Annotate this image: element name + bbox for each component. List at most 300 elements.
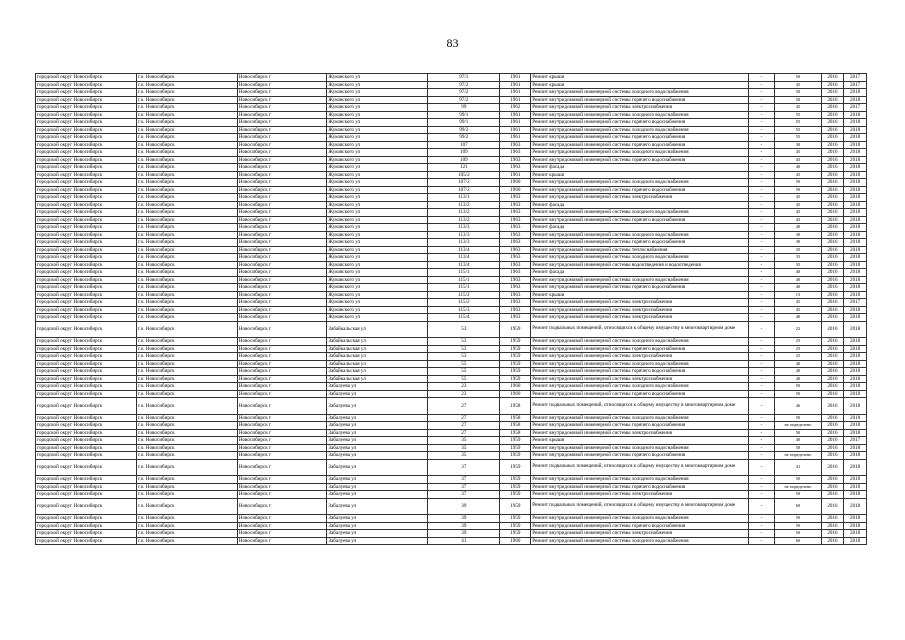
work-type-cell: Ремонт подвальных помещений, относящихся к общему имуществу в многоквартирном доме <box>531 398 748 415</box>
year-cell: 1963 <box>500 261 531 269</box>
table-row <box>36 111 867 119</box>
start-year-cell: 2016 <box>821 498 844 515</box>
start-year-cell: 2016 <box>821 422 844 430</box>
year-cell: 1963 <box>500 314 531 322</box>
municipality-cell: городской округ Новосибирск <box>36 429 137 437</box>
table-row <box>36 239 867 247</box>
dash-cell: - <box>748 422 775 430</box>
start-year-cell: 2016 <box>821 104 844 112</box>
dash-cell: - <box>748 368 775 376</box>
value-cell: 30 <box>775 239 821 247</box>
dash-cell: - <box>748 345 775 353</box>
district-cell: г.о. Новосибирск <box>136 390 237 398</box>
value-cell: 50 <box>775 186 821 194</box>
street-cell: Забайкальская ул <box>327 345 428 353</box>
house-number-cell: 55 <box>428 360 500 368</box>
value-cell: 40 <box>775 368 821 376</box>
end-year-cell: 2018 <box>844 201 867 209</box>
city-cell: Новосибирск г <box>237 149 327 157</box>
dash-cell: - <box>748 194 775 202</box>
city-cell: Новосибирск г <box>237 306 327 314</box>
district-cell: г.о. Новосибирск <box>136 179 237 187</box>
start-year-cell: 2016 <box>821 338 844 346</box>
dash-cell: - <box>748 246 775 254</box>
year-cell: 1963 <box>500 209 531 217</box>
table-row <box>36 284 867 292</box>
end-year-cell: 2018 <box>844 239 867 247</box>
street-cell: Жуковского ул <box>327 141 428 149</box>
end-year-cell: 2018 <box>844 483 867 491</box>
dash-cell: - <box>748 360 775 368</box>
city-cell: Новосибирск г <box>237 284 327 292</box>
municipality-cell: городской округ Новосибирск <box>36 422 137 430</box>
municipality-cell: городской округ Новосибирск <box>36 299 137 307</box>
district-cell: г.о. Новосибирск <box>136 515 237 523</box>
house-number-cell: 39 <box>428 530 500 538</box>
district-cell: г.о. Новосибирск <box>136 216 237 224</box>
table-row <box>36 104 867 112</box>
district-cell: г.о. Новосибирск <box>136 224 237 232</box>
value-cell: 45 <box>775 171 821 179</box>
work-type-cell: Ремонт внутридомовой инженерной системы электроснабжения <box>531 104 748 112</box>
value-cell: не определено <box>775 422 821 430</box>
district-cell: г.о. Новосибирск <box>136 134 237 142</box>
city-cell: Новосибирск г <box>237 483 327 491</box>
end-year-cell: 2018 <box>844 498 867 515</box>
district-cell: г.о. Новосибирск <box>136 537 237 545</box>
table-row <box>36 171 867 179</box>
year-cell: 1963 <box>500 149 531 157</box>
value-cell: 50 <box>775 530 821 538</box>
district-cell: г.о. Новосибирск <box>136 104 237 112</box>
work-type-cell: Ремонт внутридомовой инженерной системы электроснабжения <box>531 314 748 322</box>
work-type-cell: Ремонт подвальных помещений, относящихся к общему имуществу в многоквартирном доме <box>531 498 748 515</box>
start-year-cell: 2016 <box>821 254 844 262</box>
table-row <box>36 537 867 545</box>
house-number-cell: 107 <box>428 141 500 149</box>
house-number-cell: 113/3 <box>428 231 500 239</box>
street-cell: Забалуева ул <box>327 429 428 437</box>
city-cell: Новосибирск г <box>237 537 327 545</box>
house-number-cell: 53 <box>428 321 500 338</box>
city-cell: Новосибирск г <box>237 291 327 299</box>
house-number-cell: 27 <box>428 414 500 422</box>
table-row <box>36 422 867 430</box>
municipality-cell: городской округ Новосибирск <box>36 491 137 499</box>
district-cell: г.о. Новосибирск <box>136 530 237 538</box>
dash-cell: - <box>748 284 775 292</box>
start-year-cell: 2016 <box>821 299 844 307</box>
start-year-cell: 2016 <box>821 368 844 376</box>
work-type-cell: Ремонт внутридомовой инженерной системы холодного водоснабжения <box>531 179 748 187</box>
city-cell: Новосибирск г <box>237 171 327 179</box>
street-cell: Забалуева ул <box>327 383 428 391</box>
city-cell: Новосибирск г <box>237 498 327 515</box>
value-cell: 50 <box>775 179 821 187</box>
city-cell: Новосибирск г <box>237 398 327 415</box>
city-cell: Новосибирск г <box>237 375 327 383</box>
city-cell: Новосибирск г <box>237 119 327 127</box>
dash-cell: - <box>748 515 775 523</box>
city-cell: Новосибирск г <box>237 360 327 368</box>
house-number-cell: 35 <box>428 444 500 452</box>
street-cell: Жуковского ул <box>327 74 428 82</box>
value-cell: 22 <box>775 321 821 338</box>
city-cell: Новосибирск г <box>237 179 327 187</box>
year-cell: 1959 <box>500 522 531 530</box>
value-cell: 35 <box>775 254 821 262</box>
street-cell: Жуковского ул <box>327 111 428 119</box>
end-year-cell: 2018 <box>844 149 867 157</box>
house-number-cell: 113/3 <box>428 239 500 247</box>
street-cell: Жуковского ул <box>327 164 428 172</box>
district-cell: г.о. Новосибирск <box>136 345 237 353</box>
municipality-cell: городской округ Новосибирск <box>36 246 137 254</box>
work-type-cell: Ремонт внутридомовой инженерной системы горячего водоснабжения <box>531 284 748 292</box>
municipality-cell: городской округ Новосибирск <box>36 89 137 97</box>
street-cell: Забалуева ул <box>327 476 428 484</box>
table-row <box>36 452 867 460</box>
district-cell: г.о. Новосибирск <box>136 375 237 383</box>
start-year-cell: 2016 <box>821 149 844 157</box>
work-type-cell: Ремонт внутридомовой инженерной системы холодного водоснабжения <box>531 360 748 368</box>
value-cell: 40 <box>775 375 821 383</box>
dash-cell: - <box>748 498 775 515</box>
year-cell: 1963 <box>500 141 531 149</box>
value-cell: 45 <box>775 81 821 89</box>
end-year-cell: 2018 <box>844 141 867 149</box>
city-cell: Новосибирск г <box>237 194 327 202</box>
dash-cell: - <box>748 111 775 119</box>
city-cell: Новосибирск г <box>237 321 327 338</box>
end-year-cell: 2018 <box>844 231 867 239</box>
municipality-cell: городской округ Новосибирск <box>36 522 137 530</box>
table-row <box>36 216 867 224</box>
work-type-cell: Ремонт внутридомовой инженерной системы горячего водоснабжения <box>531 522 748 530</box>
dash-cell: - <box>748 186 775 194</box>
value-cell: 45 <box>775 149 821 157</box>
work-type-cell: Ремонт внутридомовой инженерной системы холодного водоснабжения <box>531 254 748 262</box>
city-cell: Новосибирск г <box>237 452 327 460</box>
street-cell: Жуковского ул <box>327 81 428 89</box>
dash-cell: - <box>748 491 775 499</box>
city-cell: Новосибирск г <box>237 134 327 142</box>
street-cell: Жуковского ул <box>327 261 428 269</box>
work-type-cell: Ремонт внутридомовой инженерной системы горячего водоснабжения <box>531 368 748 376</box>
start-year-cell: 2016 <box>821 216 844 224</box>
street-cell: Забалуева ул <box>327 515 428 523</box>
house-number-cell: 37 <box>428 491 500 499</box>
house-number-cell: 115/1 <box>428 269 500 277</box>
start-year-cell: 2016 <box>821 459 844 476</box>
city-cell: Новосибирск г <box>237 422 327 430</box>
work-type-cell: Ремонт внутридомовой инженерной системы электроснабжения <box>531 375 748 383</box>
work-type-cell: Ремонт внутридомовой инженерной системы электроснабжения <box>531 306 748 314</box>
municipality-cell: городской округ Новосибирск <box>36 276 137 284</box>
city-cell: Новосибирск г <box>237 201 327 209</box>
district-cell: г.о. Новосибирск <box>136 483 237 491</box>
end-year-cell: 2018 <box>844 368 867 376</box>
city-cell: Новосибирск г <box>237 383 327 391</box>
end-year-cell: 2018 <box>844 224 867 232</box>
district-cell: г.о. Новосибирск <box>136 269 237 277</box>
street-cell: Жуковского ул <box>327 89 428 97</box>
value-cell: 55 <box>775 111 821 119</box>
start-year-cell: 2016 <box>821 522 844 530</box>
dash-cell: - <box>748 164 775 172</box>
street-cell: Жуковского ул <box>327 134 428 142</box>
start-year-cell: 2016 <box>821 164 844 172</box>
value-cell: 40 <box>775 314 821 322</box>
district-cell: г.о. Новосибирск <box>136 231 237 239</box>
district-cell: г.о. Новосибирск <box>136 194 237 202</box>
street-cell: Забайкальская ул <box>327 360 428 368</box>
dash-cell: - <box>748 126 775 134</box>
table-row <box>36 459 867 476</box>
work-type-cell: Ремонт внутридомовой инженерной системы горячего водоснабжения <box>531 422 748 430</box>
street-cell: Забайкальская ул <box>327 338 428 346</box>
dash-cell: - <box>748 390 775 398</box>
work-type-cell: Ремонт внутридомовой инженерной системы водоотведения и водоотведения <box>531 261 748 269</box>
house-number-cell: 53 <box>428 353 500 361</box>
year-cell: 1963 <box>500 231 531 239</box>
table-row <box>36 126 867 134</box>
work-type-cell: Ремонт внутридомовой инженерной системы холодного водоснабжения <box>531 444 748 452</box>
start-year-cell: 2016 <box>821 483 844 491</box>
value-cell: не определено <box>775 452 821 460</box>
table-row <box>36 156 867 164</box>
house-number-cell: 115/4 <box>428 314 500 322</box>
city-cell: Новосибирск г <box>237 353 327 361</box>
table-row <box>36 141 867 149</box>
table-row <box>36 119 867 127</box>
end-year-cell: 2018 <box>844 375 867 383</box>
house-number-cell: 39 <box>428 522 500 530</box>
house-number-cell: 37 <box>428 459 500 476</box>
municipality-cell: городской округ Новосибирск <box>36 96 137 104</box>
municipality-cell: городской округ Новосибирск <box>36 216 137 224</box>
street-cell: Забайкальская ул <box>327 353 428 361</box>
district-cell: г.о. Новосибирск <box>136 171 237 179</box>
start-year-cell: 2016 <box>821 452 844 460</box>
work-type-cell: Ремонт фасада <box>531 269 748 277</box>
city-cell: Новосибирск г <box>237 390 327 398</box>
start-year-cell: 2016 <box>821 186 844 194</box>
start-year-cell: 2016 <box>821 111 844 119</box>
dash-cell: - <box>748 156 775 164</box>
house-number-cell: 97/2 <box>428 96 500 104</box>
district-cell: г.о. Новосибирск <box>136 414 237 422</box>
city-cell: Новосибирск г <box>237 476 327 484</box>
district-cell: г.о. Новосибирск <box>136 368 237 376</box>
work-type-cell: Ремонт крыши <box>531 437 748 445</box>
dash-cell: - <box>748 74 775 82</box>
year-cell: 1959 <box>500 345 531 353</box>
municipality-cell: городской округ Новосибирск <box>36 284 137 292</box>
municipality-cell: городской округ Новосибирск <box>36 498 137 515</box>
city-cell: Новосибирск г <box>237 209 327 217</box>
district-cell: г.о. Новосибирск <box>136 261 237 269</box>
street-cell: Жуковского ул <box>327 209 428 217</box>
value-cell: 55 <box>775 126 821 134</box>
year-cell: 1963 <box>500 276 531 284</box>
municipality-cell: городской округ Новосибирск <box>36 134 137 142</box>
dash-cell: - <box>748 171 775 179</box>
year-cell: 1960 <box>500 390 531 398</box>
work-type-cell: Ремонт внутридомовой инженерной системы горячего водоснабжения <box>531 134 748 142</box>
end-year-cell: 2018 <box>844 530 867 538</box>
house-number-cell: 105/2 <box>428 171 500 179</box>
year-cell: 1959 <box>500 353 531 361</box>
end-year-cell: 2018 <box>844 284 867 292</box>
work-type-cell: Ремонт фасада <box>531 164 748 172</box>
dash-cell: - <box>748 141 775 149</box>
work-type-cell: Ремонт внутридомовой инженерной системы холодного водоснабжения <box>531 515 748 523</box>
start-year-cell: 2016 <box>821 269 844 277</box>
year-cell: 1963 <box>500 194 531 202</box>
end-year-cell: 2018 <box>844 314 867 322</box>
city-cell: Новосибирск г <box>237 459 327 476</box>
district-cell: г.о. Новосибирск <box>136 444 237 452</box>
end-year-cell: 2018 <box>844 96 867 104</box>
value-cell: 25 <box>775 353 821 361</box>
table-row <box>36 530 867 538</box>
year-cell: 1958 <box>500 414 531 422</box>
year-cell: 1961 <box>500 134 531 142</box>
table-row <box>36 246 867 254</box>
start-year-cell: 2016 <box>821 429 844 437</box>
end-year-cell: 2018 <box>844 269 867 277</box>
municipality-cell: городской округ Новосибирск <box>36 156 137 164</box>
work-type-cell: Ремонт внутридомовой инженерной системы холодного водоснабжения <box>531 383 748 391</box>
work-type-cell: Ремонт внутридомовой инженерной системы холодного водоснабжения <box>531 126 748 134</box>
table-row <box>36 186 867 194</box>
house-number-cell: 35 <box>428 452 500 460</box>
table-row <box>36 179 867 187</box>
municipality-cell: городской округ Новосибирск <box>36 194 137 202</box>
city-cell: Новосибирск г <box>237 276 327 284</box>
dash-cell: - <box>748 537 775 545</box>
municipality-cell: городской округ Новосибирск <box>36 398 137 415</box>
work-type-cell: Ремонт внутридомовой инженерной системы горячего водоснабжения <box>531 119 748 127</box>
work-type-cell: Ремонт крыши <box>531 171 748 179</box>
street-cell: Жуковского ул <box>327 216 428 224</box>
start-year-cell: 2016 <box>821 314 844 322</box>
district-cell: г.о. Новосибирск <box>136 276 237 284</box>
municipality-cell: городской округ Новосибирск <box>36 515 137 523</box>
dash-cell: - <box>748 483 775 491</box>
dash-cell: - <box>748 276 775 284</box>
city-cell: Новосибирск г <box>237 89 327 97</box>
work-type-cell: Ремонт крыши <box>531 74 748 82</box>
street-cell: Забалуева ул <box>327 459 428 476</box>
year-cell: 1959 <box>500 338 531 346</box>
dash-cell: - <box>748 104 775 112</box>
end-year-cell: 2018 <box>844 398 867 415</box>
municipality-cell: городской округ Новосибирск <box>36 383 137 391</box>
city-cell: Новосибирск г <box>237 299 327 307</box>
work-type-cell: Ремонт внутридомовой инженерной системы горячего водоснабжения <box>531 186 748 194</box>
work-type-cell: Ремонт внутридомовой инженерной системы электроснабжения <box>531 299 748 307</box>
year-cell: 1958 <box>500 422 531 430</box>
table-row <box>36 476 867 484</box>
house-number-cell: 113/2 <box>428 201 500 209</box>
start-year-cell: 2016 <box>821 360 844 368</box>
street-cell: Забалуева ул <box>327 530 428 538</box>
table-row <box>36 299 867 307</box>
end-year-cell: 2018 <box>844 522 867 530</box>
end-year-cell: 2018 <box>844 476 867 484</box>
value-cell: 55 <box>775 134 821 142</box>
street-cell: Жуковского ул <box>327 254 428 262</box>
year-cell: 1960 <box>500 186 531 194</box>
start-year-cell: 2016 <box>821 134 844 142</box>
house-number-cell: 113/4 <box>428 261 500 269</box>
district-cell: г.о. Новосибирск <box>136 299 237 307</box>
house-number-cell: 113/3 <box>428 224 500 232</box>
district-cell: г.о. Новосибирск <box>136 239 237 247</box>
city-cell: Новосибирск г <box>237 246 327 254</box>
end-year-cell: 2017 <box>844 74 867 82</box>
year-cell: 1963 <box>500 306 531 314</box>
start-year-cell: 2016 <box>821 194 844 202</box>
start-year-cell: 2016 <box>821 530 844 538</box>
house-number-cell: 113/1 <box>428 194 500 202</box>
start-year-cell: 2016 <box>821 398 844 415</box>
end-year-cell: 2018 <box>844 134 867 142</box>
table-row <box>36 483 867 491</box>
year-cell: 1959 <box>500 437 531 445</box>
house-number-cell: 37 <box>428 476 500 484</box>
end-year-cell: 2018 <box>844 119 867 127</box>
end-year-cell: 2018 <box>844 537 867 545</box>
dash-cell: - <box>748 314 775 322</box>
district-cell: г.о. Новосибирск <box>136 291 237 299</box>
table-row <box>36 360 867 368</box>
street-cell: Жуковского ул <box>327 119 428 127</box>
value-cell: 50 <box>775 96 821 104</box>
work-type-cell: Ремонт внутридомовой инженерной системы холодного водоснабжения <box>531 209 748 217</box>
street-cell: Жуковского ул <box>327 201 428 209</box>
house-number-cell: 99/2 <box>428 126 500 134</box>
year-cell: 1960 <box>500 179 531 187</box>
work-type-cell: Ремонт подвальных помещений, относящихся к общему имуществу в многоквартирном доме <box>531 459 748 476</box>
value-cell: 30 <box>775 231 821 239</box>
street-cell: Забалуева ул <box>327 390 428 398</box>
table-row <box>36 491 867 499</box>
year-cell: 1961 <box>500 96 531 104</box>
dash-cell: - <box>748 209 775 217</box>
district-cell: г.о. Новосибирск <box>136 476 237 484</box>
value-cell: 15 <box>775 291 821 299</box>
house-number-cell: 115/2 <box>428 291 500 299</box>
end-year-cell: 2018 <box>844 459 867 476</box>
start-year-cell: 2016 <box>821 179 844 187</box>
start-year-cell: 2016 <box>821 209 844 217</box>
district-cell: г.о. Новосибирск <box>136 186 237 194</box>
city-cell: Новосибирск г <box>237 414 327 422</box>
dash-cell: - <box>748 96 775 104</box>
value-cell: 40 <box>775 164 821 172</box>
table-row <box>36 194 867 202</box>
dash-cell: - <box>748 81 775 89</box>
value-cell: 45 <box>775 209 821 217</box>
municipality-cell: городской округ Новосибирск <box>36 345 137 353</box>
street-cell: Жуковского ул <box>327 156 428 164</box>
value-cell: 50 <box>775 476 821 484</box>
street-cell: Забайкальская ул <box>327 375 428 383</box>
dash-cell: - <box>748 134 775 142</box>
